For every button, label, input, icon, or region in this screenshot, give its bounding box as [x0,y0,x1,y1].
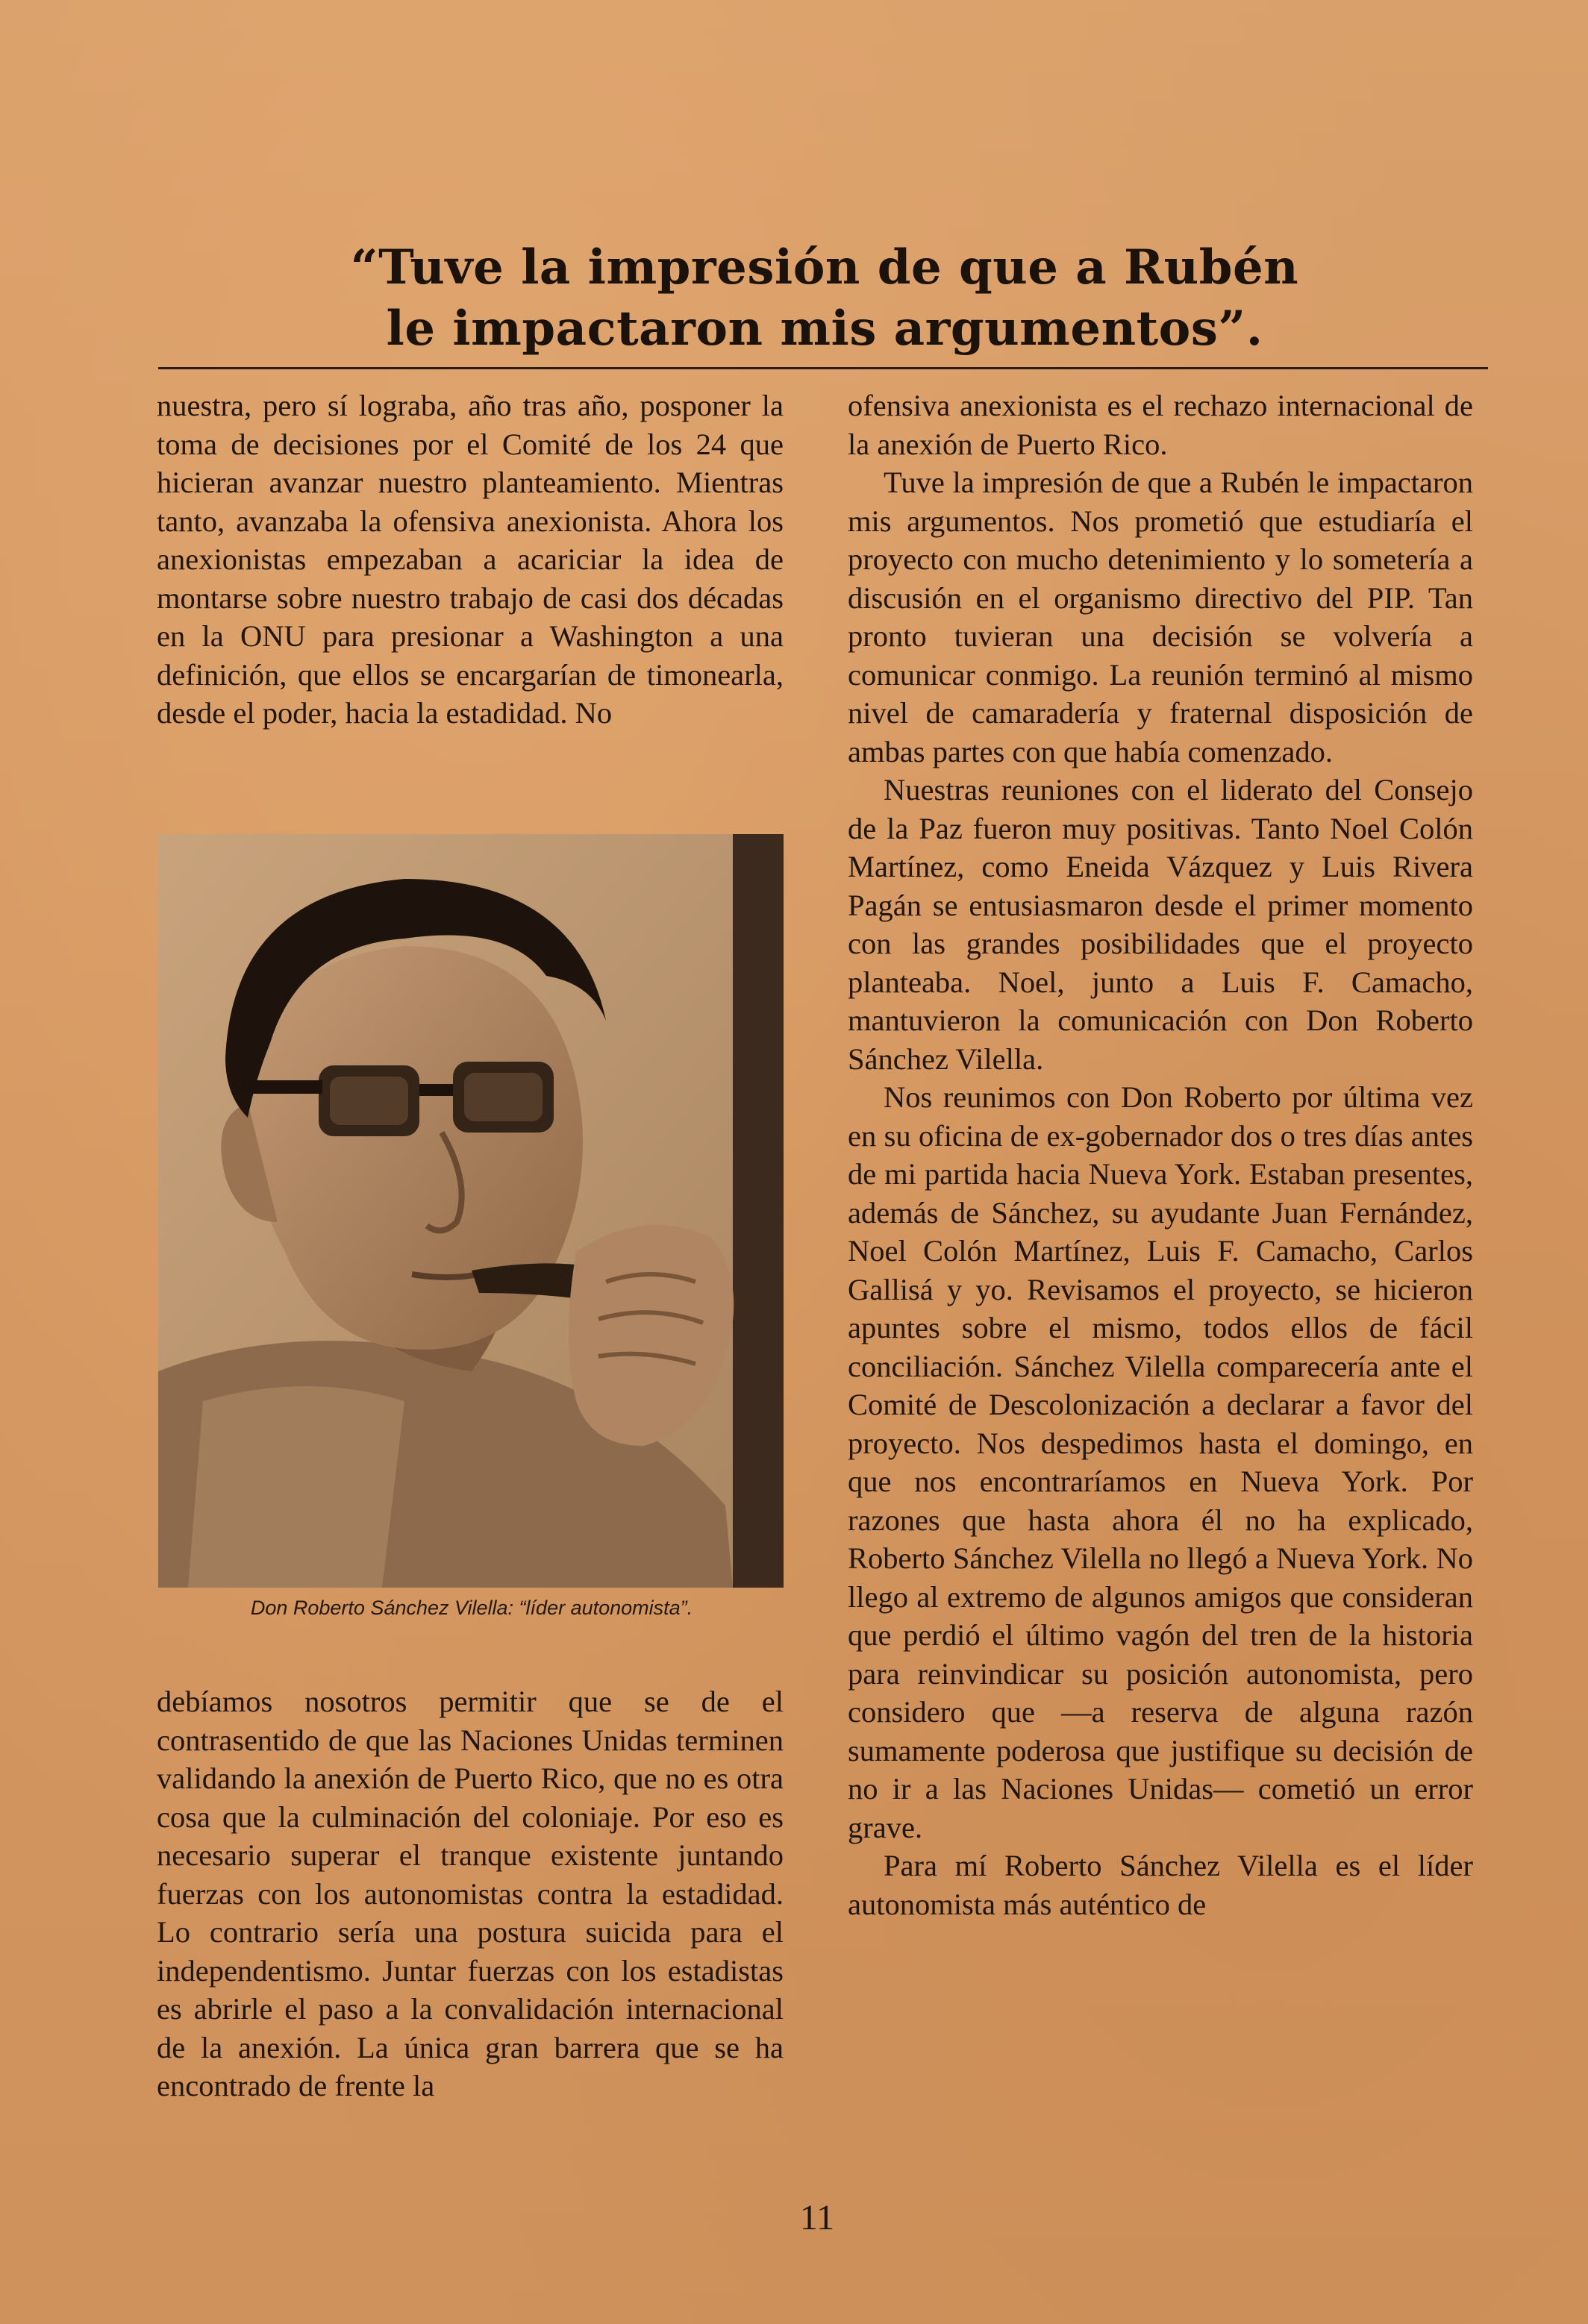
portrait-photo [158,834,784,1588]
paragraph: Nos reunimos con Don Roberto por última vez en su oficina de ex-gobernador dos o tres días antes de mi partida hacia Nueva York. Estaban presentes, además de Sánchez, su ayudante Juan Fernández, Noel Colón Martínez, Luis F. Camacho, Carlos Gallisá y yo. Revisamos el proyecto, se hicieron apuntes sobre el mismo, todos ellos de fácil conciliación. Sánchez Vilella comparecería ante el Comité de Descolonización a declarar a favor del proyecto. Nos despedimos hasta el domingo, en que nos encontraríamos en Nueva York. Por razones que hasta ahora él no ha explicado, Roberto Sánchez Vilella no llegó a Nueva York. No llego al extremo de algunos amigos que consideran que perdió el último vagón del tren de la historia para reinvindicar su posición autonomista, pero considero que —a reserva de alguna razón sumamente poderosa que justifique su decisión de no ir a las Naciones Unidas— cometió un error grave. [848,1080,1473,1844]
paragraph: nuestra, pero sí lograba, año tras año, posponer la toma de decisiones por el Comité de los 24 que hicieran avanzar nuestro planteamiento. Mientras tanto, avanzaba la ofensiva anexionista. Ahora los anexionistas empezaban a acariciar la idea de montarse sobre nuestro trabajo de casi dos décadas en la ONU para presionar a Washington a una definición, que ellos se encargarían de timonearla, desde el poder, hacia la estadidad. No [157,389,784,730]
paragraph: debíamos nosotros permitir que se de el contrasentido de que las Naciones Unidas terminen validando la anexión de Puerto Rico, que no es otra cosa que la culminación del coloniaje. Por eso es necesario superar el tranque existente juntando fuerzas con los autonomistas contra la estadidad. Lo contrario sería una postura suicida para el independentismo. Juntar fuerzas con los estadistas es abrirle el paso a la convalidación internacional de la anexión. La única gran barrera que se ha encontrado de frente la [157,1685,784,2102]
pull-quote-headline [149,237,1500,360]
right-column [848,386,1473,1923]
paragraph: Tuve la impresión de que a Rubén le impactaron mis argumentos. Nos prometió que estudiaría el proyecto con mucho detenimiento y lo sometería a discusión en el organismo directivo del PIP. Tan pronto tuvieran una decisión se volvería a comunicar conmigo. La reunión terminó al mismo nivel de camaradería y fraternal disposición de ambas partes con que había comenzado. [848,466,1473,768]
portrait-image [158,834,784,1588]
left-column-top [157,386,784,733]
left-column-bottom [157,1682,784,2105]
paragraph: ofensiva anexionista es el rechazo internacional de la anexión de Puerto Rico. [848,389,1473,461]
photo-caption: Don Roberto Sánchez Vilella: “líder autonomista”. [250,1597,693,1619]
paragraph: Nuestras reuniones con el liderato del Consejo de la Paz fueron muy positivas. Tanto Noel Colón Martínez, como Eneida Vázquez y Luis Rivera Pagán se entusiasmaron desde el primer momento con las grandes posibilidades que el proyecto planteaba. Noel, junto a Luis F. Camacho, mantuvieron la comunicación con Don Roberto Sánchez Vilella. [848,773,1473,1076]
headline-line-1: “Tuve la impresión de que a Rubén [350,239,1299,295]
horizontal-divider [158,367,1488,369]
paragraph: Para mí Roberto Sánchez Vilella es el líder autonomista más auténtico de [848,1849,1473,1921]
page-number: 11 [799,2198,835,2237]
headline-line-2: le impactaron mis argumentos”. [386,301,1263,357]
